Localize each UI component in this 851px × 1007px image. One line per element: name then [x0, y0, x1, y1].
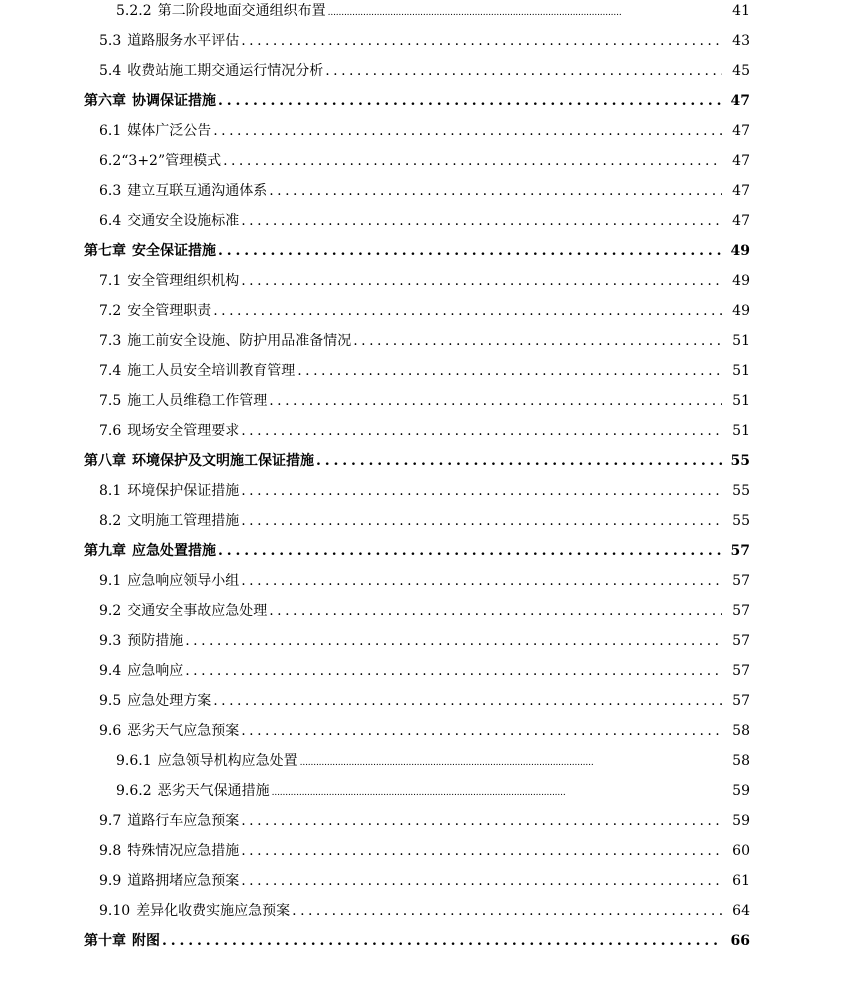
dot-leader [241, 32, 722, 50]
toc-entry-9-6-2[interactable] [116, 776, 750, 800]
toc-entry-page: 57 [732, 663, 750, 679]
dot-leader [353, 332, 722, 350]
dot-leader [213, 692, 722, 710]
dot-leader [218, 242, 722, 260]
dot-leader [241, 842, 722, 860]
toc-entry-page: 57 [732, 573, 750, 589]
toc-entry-number: 7.2 [99, 303, 122, 319]
toc-entry-page: 45 [732, 63, 750, 79]
toc-entry-number: 9.6.2 [116, 783, 152, 799]
toc-entry-title: 道路拥堵应急预案 [127, 873, 240, 889]
toc-entry-title: 媒体广泛公告 [127, 123, 212, 139]
toc-chapter-9[interactable] [84, 536, 750, 560]
toc-entry-number: 9.10 [99, 903, 131, 919]
toc-entry-number: 9.7 [99, 813, 122, 829]
toc-entry-number: 9.5 [99, 693, 122, 709]
toc-entry-9-3[interactable] [99, 626, 750, 650]
toc-entry-9-5[interactable] [99, 686, 750, 710]
toc-entry-page: 51 [732, 423, 750, 439]
toc-entry-page: 64 [732, 903, 750, 919]
toc-entry-number: 8.2 [99, 513, 122, 529]
toc-entry-7-6[interactable] [99, 416, 750, 440]
dot-leader [185, 632, 722, 650]
dot-leader [162, 932, 722, 950]
toc-entry-number: 9.4 [99, 663, 122, 679]
toc-entry-page: 49 [732, 303, 750, 319]
toc-chapter-6[interactable] [84, 86, 750, 110]
dot-leader [241, 722, 722, 740]
toc-entry-title: 环境保护保证措施 [127, 483, 240, 499]
toc-entry-number: 9.9 [99, 873, 122, 889]
dot-leader [292, 902, 722, 920]
toc-entry-8-2[interactable] [99, 506, 750, 530]
toc-entry-title: 道路行车应急预案 [127, 813, 240, 829]
dot-leader [213, 122, 722, 140]
toc-entry-6-3[interactable] [99, 176, 750, 200]
toc-entry-number: 9.1 [99, 573, 122, 589]
toc-entry-title: 现场安全管理要求 [127, 423, 240, 439]
toc-entry-number: 7.3 [99, 333, 122, 349]
toc-entry-title: 应急响应 [127, 663, 184, 679]
toc-entry-title: 预防措施 [127, 633, 184, 649]
toc-entry-page: 47 [732, 213, 750, 229]
toc-entry-number: 第六章 [84, 93, 126, 109]
toc-entry-number: 9.6.1 [116, 753, 152, 769]
toc-entry-page: 47 [730, 93, 750, 109]
toc-entry-9-6-1[interactable] [116, 746, 750, 770]
toc-entry-number: 第九章 [84, 543, 126, 559]
toc-entry-title: 差异化收费实施应急预案 [136, 903, 291, 919]
toc-entry-title: 环境保护及文明施工保证措施 [132, 453, 314, 469]
toc-entry-number: 5.3 [99, 33, 122, 49]
dot-leader [223, 152, 722, 170]
toc-entry-number: 7.1 [99, 273, 122, 289]
toc-entry-page: 47 [732, 123, 750, 139]
toc-entry-number: 5.4 [99, 63, 122, 79]
toc-entry-page: 51 [732, 333, 750, 349]
dot-leader [297, 362, 722, 380]
toc-entry-8-1[interactable] [99, 476, 750, 500]
toc-entry-page: 47 [732, 153, 750, 169]
dot-leader [272, 782, 722, 800]
toc-entry-page: 49 [732, 273, 750, 289]
toc-entry-page: 57 [732, 693, 750, 709]
toc-entry-7-1[interactable] [99, 266, 750, 290]
toc-entry-page: 58 [732, 753, 750, 769]
toc-entry-page: 58 [732, 723, 750, 739]
toc-entry-6-1[interactable] [99, 116, 750, 140]
dot-leader [241, 272, 722, 290]
toc-entry-title: 恶劣天气保通措施 [157, 783, 270, 799]
toc-entry-page: 51 [732, 393, 750, 409]
dot-leader [241, 872, 722, 890]
toc-entry-title: 交通安全设施标准 [127, 213, 240, 229]
dot-leader [241, 482, 722, 500]
toc-entry-number: 9.8 [99, 843, 122, 859]
toc-entry-page: 57 [732, 603, 750, 619]
dot-leader [241, 572, 722, 590]
toc-entry-9-6[interactable] [99, 716, 750, 740]
dot-leader [269, 602, 722, 620]
toc-entry-page: 41 [732, 3, 750, 19]
dot-leader [241, 422, 722, 440]
toc-entry-title: 安全管理组织机构 [127, 273, 240, 289]
toc-entry-page: 57 [732, 633, 750, 649]
toc-entry-number: 6.4 [99, 213, 122, 229]
toc-entry-page: 55 [732, 513, 750, 529]
toc-entry-5-2-2[interactable] [116, 0, 750, 20]
toc-entry-7-3[interactable] [99, 326, 750, 350]
toc-entry-9-10[interactable] [99, 896, 750, 920]
toc-entry-number: 6.3 [99, 183, 122, 199]
toc-entry-number: 7.5 [99, 393, 122, 409]
toc-entry-6-2[interactable] [99, 146, 750, 170]
toc-entry-title: 施工人员维稳工作管理 [127, 393, 268, 409]
toc-entry-9-8[interactable] [99, 836, 750, 860]
toc-chapter-7[interactable] [84, 236, 750, 260]
toc-entry-9-7[interactable] [99, 806, 750, 830]
toc-entry-page: 55 [730, 453, 750, 469]
dot-leader [218, 92, 722, 110]
toc-entry-9-9[interactable] [99, 866, 750, 890]
toc-entry-title: 道路服务水平评估 [127, 33, 240, 49]
toc-entry-title: 应急领导机构应急处置 [157, 753, 298, 769]
toc-entry-title: 恶劣天气应急预案 [127, 723, 240, 739]
toc-entry-title: 收费站施工期交通运行情况分析 [127, 63, 324, 79]
toc-entry-title: 安全保证措施 [132, 243, 216, 259]
toc-entry-page: 47 [732, 183, 750, 199]
toc-entry-number: 9.6 [99, 723, 122, 739]
toc-entry-title: 文明施工管理措施 [127, 513, 240, 529]
toc-entry-page: 61 [732, 873, 750, 889]
toc-entry-title: 交通安全事故应急处理 [127, 603, 268, 619]
toc-entry-number: 7.4 [99, 363, 122, 379]
toc-entry-page: 49 [730, 243, 750, 259]
toc-entry-title: 施工人员安全培训教育管理 [127, 363, 296, 379]
toc-entry-page: 57 [730, 543, 750, 559]
dot-leader [241, 212, 722, 230]
toc-entry-9-1[interactable] [99, 566, 750, 590]
toc-entry-title: 附图 [132, 933, 160, 949]
dot-leader [300, 752, 722, 770]
toc-entry-number: 8.1 [99, 483, 122, 499]
dot-leader [213, 302, 722, 320]
toc-entry-title: 应急响应领导小组 [127, 573, 240, 589]
toc-entry-6-4[interactable] [99, 206, 750, 230]
toc-entry-title: 建立互联互通沟通体系 [127, 183, 268, 199]
dot-leader [316, 452, 722, 470]
toc-entry-9-2[interactable] [99, 596, 750, 620]
dot-leader [185, 662, 722, 680]
toc-entry-number: 第七章 [84, 243, 126, 259]
dot-leader [241, 512, 722, 530]
toc-entry-title: 第二阶段地面交通组织布置 [157, 3, 326, 19]
toc-entry-number: 7.6 [99, 423, 122, 439]
toc-entry-number: 9.3 [99, 633, 122, 649]
toc-entry-title: 应急处理方案 [127, 693, 212, 709]
toc-entry-title: 应急处置措施 [132, 543, 216, 559]
toc-entry-number: 6.2 [99, 153, 122, 169]
toc-entry-title: 特殊情况应急措施 [127, 843, 240, 859]
toc-entry-page: 60 [732, 843, 750, 859]
toc-entry-number: 6.1 [99, 123, 122, 139]
toc-entry-page: 43 [732, 33, 750, 49]
toc-entry-page: 66 [730, 933, 750, 949]
toc-entry-number: 9.2 [99, 603, 122, 619]
toc-entry-7-4[interactable] [99, 356, 750, 380]
dot-leader [241, 812, 722, 830]
toc-chapter-10[interactable] [84, 926, 750, 950]
toc-entry-7-2[interactable] [99, 296, 750, 320]
toc-entry-5-3[interactable] [99, 26, 750, 50]
toc-entry-number: 第八章 [84, 453, 126, 469]
toc-entry-title: 施工前安全设施、防护用品准备情况 [127, 333, 352, 349]
toc-entry-5-4[interactable] [99, 56, 750, 80]
toc-entry-title: 协调保证措施 [132, 93, 216, 109]
dot-leader [218, 542, 722, 560]
toc-entry-number: 5.2.2 [116, 3, 152, 19]
toc-entry-page: 51 [732, 363, 750, 379]
toc-entry-page: 59 [732, 783, 750, 799]
dot-leader [269, 182, 722, 200]
toc-entry-page: 59 [732, 813, 750, 829]
toc-entry-title: 安全管理职责 [127, 303, 212, 319]
toc-entry-9-4[interactable] [99, 656, 750, 680]
dot-leader [328, 2, 722, 20]
toc-entry-7-5[interactable] [99, 386, 750, 410]
dot-leader [325, 62, 722, 80]
toc-entry-title: “3+2”管理模式 [121, 153, 222, 169]
toc-entry-number: 第十章 [84, 933, 126, 949]
toc-entry-page: 55 [732, 483, 750, 499]
toc-chapter-8[interactable] [84, 446, 750, 470]
dot-leader [269, 392, 722, 410]
